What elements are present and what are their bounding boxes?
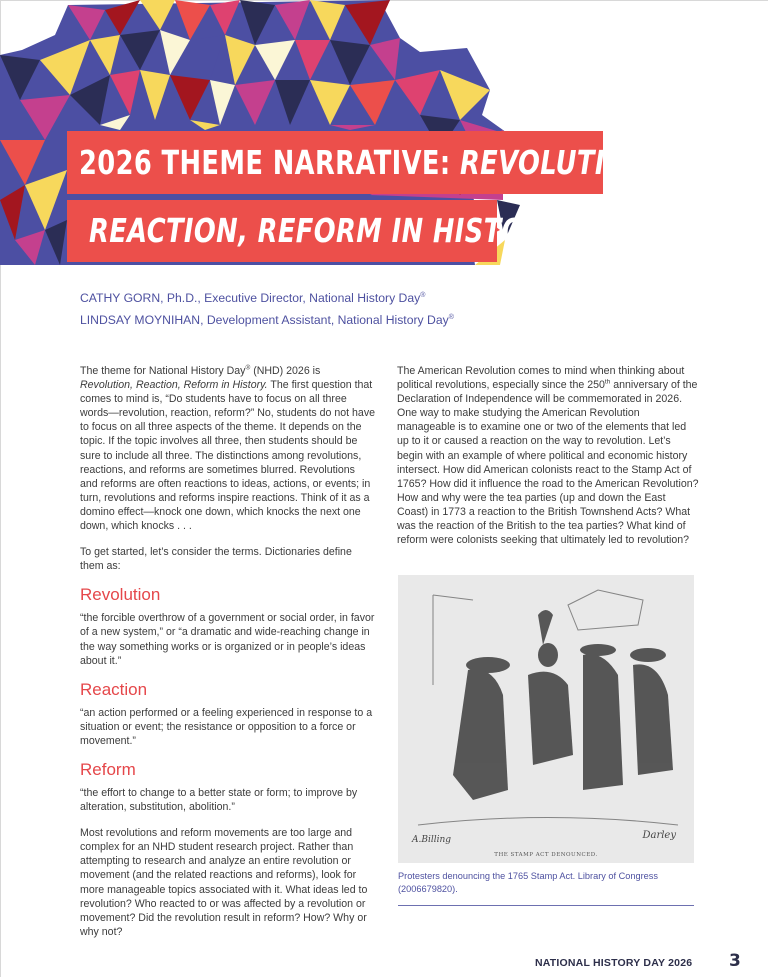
artist-signature-left: A.Billing bbox=[412, 835, 452, 845]
engraving-label: THE STAMP ACT DENOUNCED. bbox=[494, 852, 598, 858]
title-line-1 bbox=[67, 131, 660, 194]
page-number: 3 bbox=[729, 951, 741, 971]
artist-signature-right: Darley bbox=[642, 830, 676, 841]
figure-caption: Protesters denouncing the 1765 Stamp Act. Library of Congress (2006679820). bbox=[398, 871, 658, 894]
american-revolution-paragraph: The American Revolution comes to mind when thinking about political revolutions, especially since the 250th anniversary of the Declaration of Independence will be commemorated in 2026. One way to make studying the American Revolution manageable is to examine one or two of the elements that led up to it or caused a reaction on the way to revolution. Let’s begin with an example of where political and economic history intersect. How did American colonists react to the Stamp Act of 1765? How did it influence the road to the American Revolution? How and why were the tea parties (up and down the East Coast) in 1773 a reaction to the British Townshend Acts? What was the reaction of the British to the tea parties? What kind of reform were colonists seeking that ultimately led to revolution? bbox=[397, 365, 699, 547]
author-list bbox=[80, 286, 454, 330]
engraving-illustration bbox=[398, 575, 694, 863]
author-line: LINDSAY MOYNIHAN, Development Assistant, National History Day® bbox=[80, 313, 454, 328]
title-line-2-text: REACTION, REFORM IN HISTORY bbox=[89, 211, 561, 250]
right-column bbox=[397, 364, 699, 559]
terms-intro-paragraph: To get started, let’s consider the terms. Dictionaries define them as: bbox=[80, 546, 352, 573]
intro-paragraph: The theme for National History Day® (NHD) 2026 is Revolution, Reaction, Reform in History. The first question that comes to mind is, “Do students have to focus on all three words—revolution, reaction, reform?” No, students do not have to focus on all three aspects of the theme. It depends on the topic. If the topic involves all three, then students should be sure to include all three. The distinctions among revolutions, reactions, and reforms are sometimes blurred. Revolutions and reforms are often reactions to ideas, actions, or events; in turn, revolutions and reforms inspire reactions. Think of it as a domino effect—knock one down, which knocks the next one down, which knocks . . . bbox=[80, 364, 376, 533]
title-italic-text: REVOLUTION, bbox=[459, 143, 660, 182]
term-heading-reform: Reform bbox=[80, 759, 136, 779]
footer-publication: NATIONAL HISTORY DAY 2026 bbox=[535, 957, 693, 969]
left-column bbox=[80, 364, 375, 951]
header-banner bbox=[0, 0, 768, 265]
term-definition-reform: “the effort to change to a better state or form; to improve by alteration, substitution, abolition.” bbox=[80, 786, 358, 814]
term-heading-revolution: Revolution bbox=[80, 585, 161, 605]
term-heading-reaction: Reaction bbox=[80, 679, 148, 699]
author-line: CATHY GORN, Ph.D., Executive Director, National History Day® bbox=[80, 291, 426, 306]
closing-paragraph: Most revolutions and reform movements are too large and complex for an NHD student research project. Rather than attempting to research and analyze an entire revolution or movement (and the related reactions and reforms), look for more manageable topics associated with it. What ideas led to revolution? Who reacted to or was affected by a revolution or movement? Did the revolution result in reform? How? Why or why not? bbox=[80, 827, 368, 938]
caption-divider bbox=[398, 905, 694, 906]
title-line-2 bbox=[67, 200, 561, 262]
title-plain-text: 2026 THEME NARRATIVE: bbox=[79, 143, 460, 182]
term-definition-reaction: “an action performed or a feeling experienced in response to a situation or event; the resistance or opposition to a force or movement.” bbox=[80, 706, 373, 747]
term-definition-revolution: “the forcible overthrow of a government or social order, in favor of a new system,” or “a dramatic and wide-reaching change in the way something works or is organized or in people’s ideas about it.” bbox=[80, 612, 375, 667]
stamp-act-engraving-image bbox=[398, 575, 694, 863]
